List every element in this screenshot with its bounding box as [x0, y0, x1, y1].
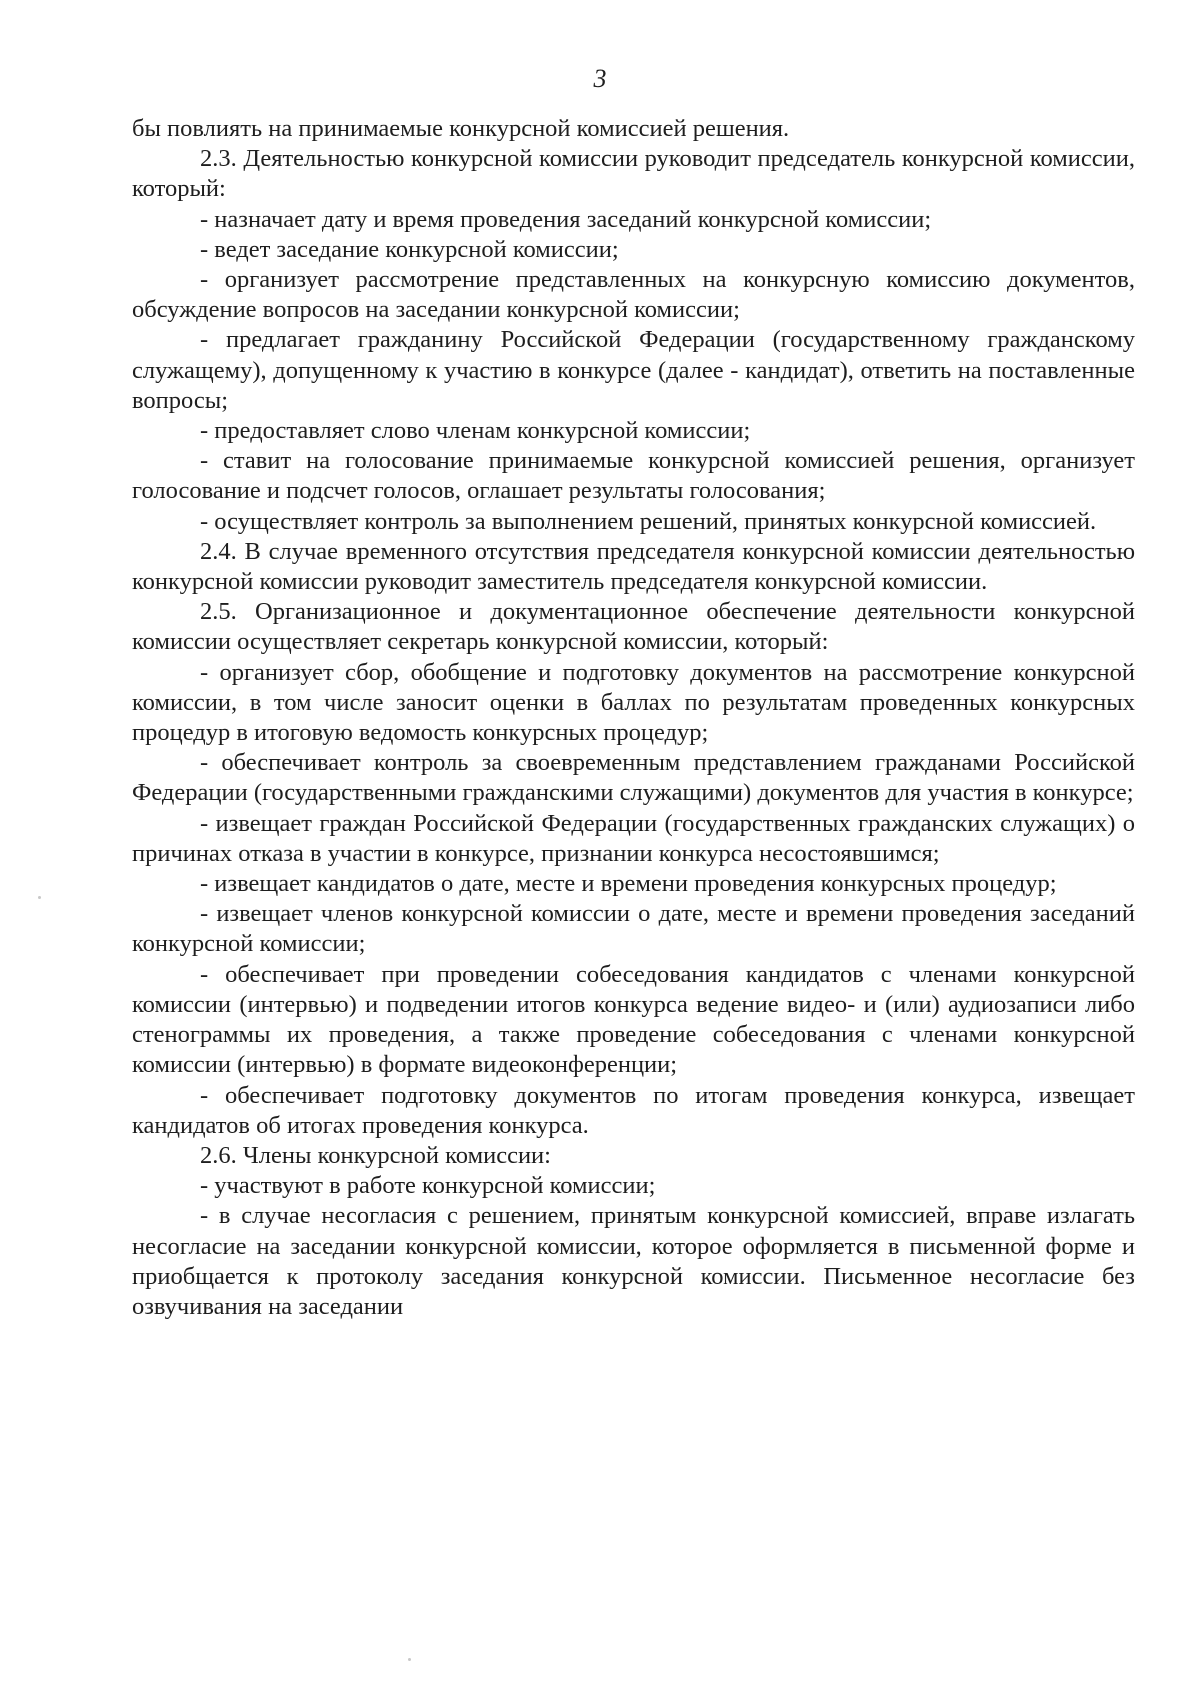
paragraph-continuation: бы повлиять на принимаемые конкурсной комиссией решения. — [132, 115, 790, 142]
list-item: - обеспечивает подготовку документов по итогам проведения конкурса, извещает кандидатов об итогах проведения конкурса. — [132, 1081, 1135, 1139]
list-item: - в случае несогласия с решением, принятым конкурсной комиссией, вправе излагать несогласие на заседании конкурсной комиссии, которое оформляется в письменной форме и приобщается к протоколу заседания конкурсной комиссии. Письменное несогласие без озвучивания на заседании — [132, 1202, 1135, 1320]
page-number: 3 — [593, 64, 607, 93]
list-item: - участвуют в работе конкурсной комиссии; — [200, 1172, 656, 1200]
list-item: - организует сбор, обобщение и подготовку документов на рассмотрение конкурсной комиссии, в том числе заносит оценки в баллах по результатам проведенных конкурсных процедур в итоговую ведомость конкурсных процедур; — [132, 658, 1135, 747]
list-item: - извещает кандидатов о дате, месте и времени проведения конкурсных процедур; — [200, 870, 1057, 898]
list-item: - назначает дату и время проведения заседаний конкурсной комиссии; — [200, 205, 932, 233]
list-item: - обеспечивает при проведении собеседования кандидатов с членами конкурсной комиссии (интервью) и подведении итогов конкурса ведение видео- и (или) аудиозаписи либо стенограммы их проведения, а также проведение собеседования с членами конкурсной комиссии (интервью) в формате видеоконференции; — [132, 960, 1135, 1079]
list-item: - предлагает гражданину Российской Федерации (государственному гражданскому служащему), допущенному к участию в конкурсе (далее - кандидат), ответить на поставленные вопросы; — [132, 326, 1135, 414]
paragraph-2-3: 2.3. Деятельностью конкурсной комиссии руководит председатель конкурсной комиссии, который: — [132, 145, 1135, 203]
document-body — [132, 114, 1135, 1322]
list-item: - ставит на голосование принимаемые конкурсной комиссией решения, организует голосование и подсчет голосов, оглашает результаты голосования; — [132, 447, 1135, 505]
scan-speck — [408, 1658, 411, 1661]
list-item: - предоставляет слово членам конкурсной комиссии; — [200, 417, 751, 445]
list-item: - организует рассмотрение представленных на конкурсную комиссию документов, обсуждение вопросов на заседании конкурсной комиссии; — [132, 266, 1135, 324]
scan-speck — [38, 896, 41, 899]
paragraph-2-4: 2.4. В случае временного отсутствия председателя конкурсной комиссии деятельностью конкурсной комиссии руководит заместитель председателя конкурсной комиссии. — [132, 537, 1135, 596]
list-item: - извещает граждан Российской Федерации (государственных гражданских служащих) о причинах отказа в участии в конкурсе, признании конкурса несостоявшимся; — [132, 809, 1135, 867]
paragraph-2-5: 2.5. Организационное и документационное обеспечение деятельности конкурсной комиссии осуществляет секретарь конкурсной комиссии, который: — [132, 598, 1135, 656]
list-item: - ведет заседание конкурсной комиссии; — [200, 235, 619, 263]
list-item: - извещает членов конкурсной комиссии о дате, месте и времени проведения заседаний конкурсной комиссии; — [132, 900, 1135, 958]
list-item: - обеспечивает контроль за своевременным представлением гражданами Российской Федерации (государственными гражданскими служащими) документов для участия в конкурсе; — [132, 749, 1135, 807]
list-item: - осуществляет контроль за выполнением решений, принятых конкурсной комиссией. — [200, 507, 1097, 535]
paragraph-2-6: 2.6. Члены конкурсной комиссии: — [200, 1141, 551, 1169]
